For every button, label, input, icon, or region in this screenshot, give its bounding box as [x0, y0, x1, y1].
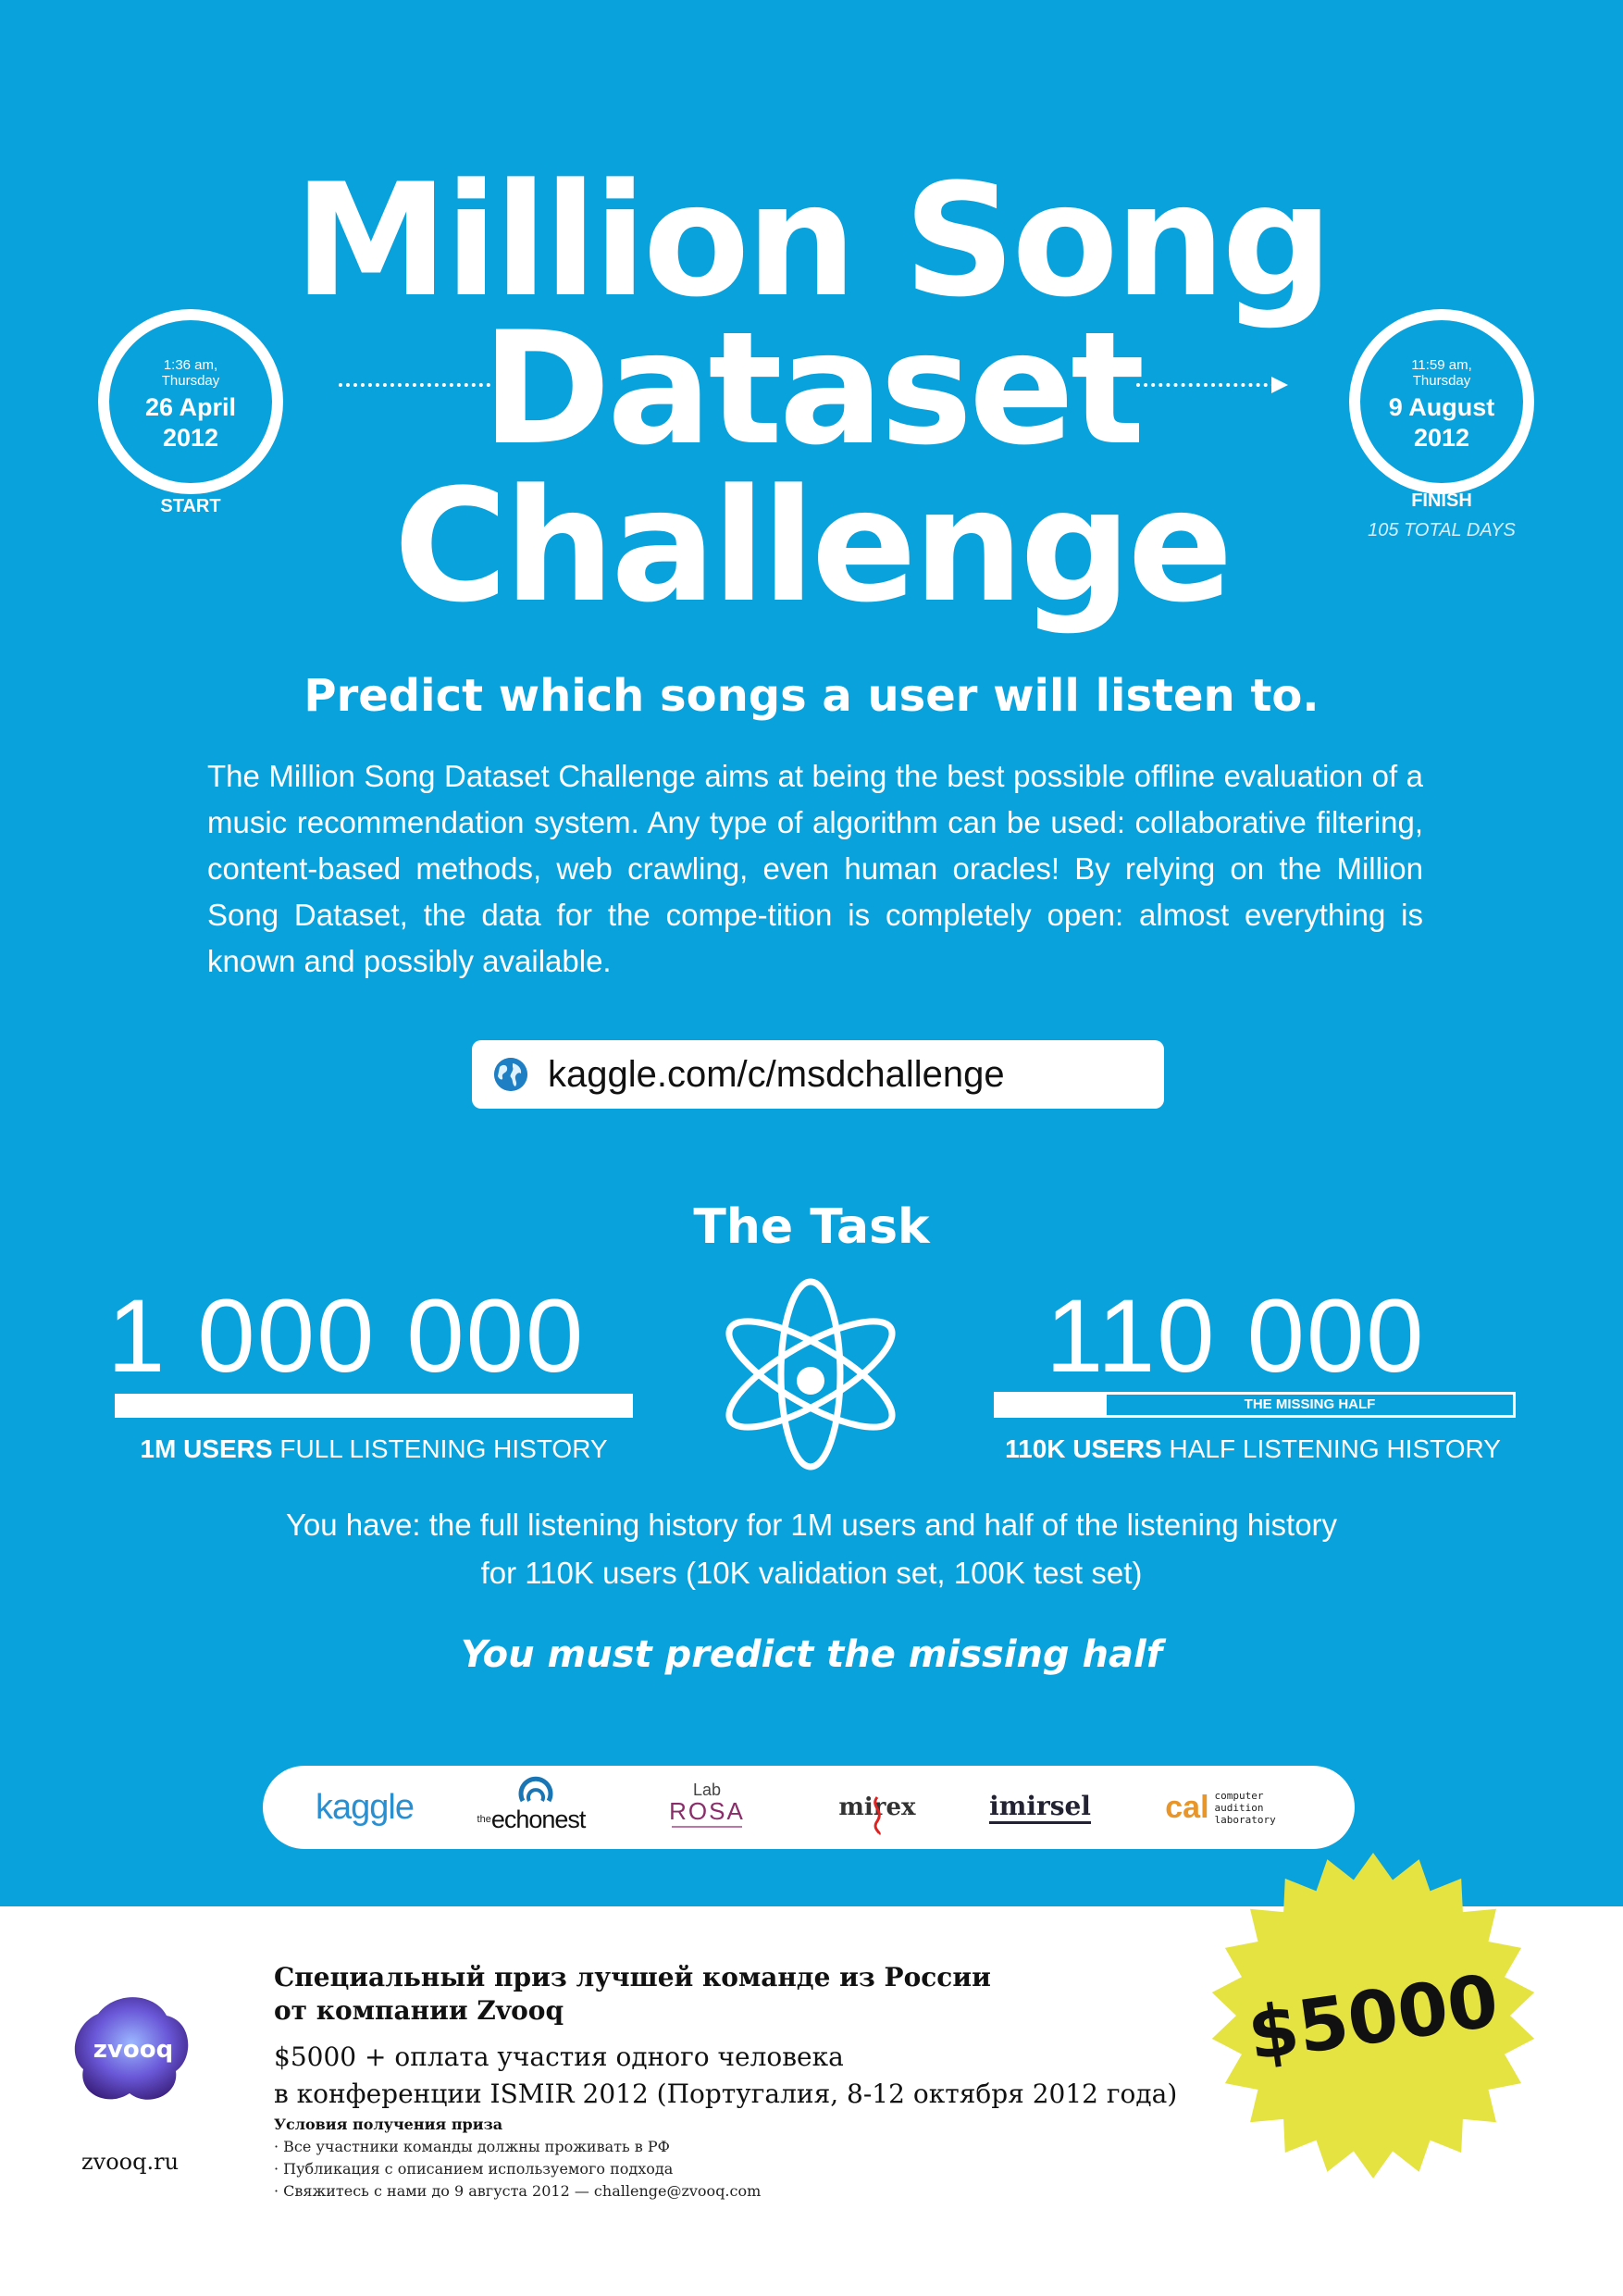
half-history-bar — [994, 1392, 1516, 1418]
russia-prize-title-2: от компании Zvooq — [274, 1995, 564, 2026]
finish-label: FINISH — [1411, 490, 1472, 511]
start-date-circle — [98, 309, 283, 494]
missing-half-label: THE MISSING HALF — [1244, 1396, 1376, 1412]
zvooq-logo[interactable] — [70, 1986, 196, 2112]
condition-item: · Публикация с описанием используемого подхода — [274, 2160, 674, 2178]
full-history-bar — [115, 1394, 633, 1418]
start-time: 1:36 am, — [163, 357, 218, 373]
finish-dotted-line — [1136, 383, 1275, 387]
half-users-bold: 110K USERS — [1005, 1434, 1162, 1463]
condition-item: · Все участники команды должны проживать в РФ — [274, 2138, 670, 2155]
half-history-label — [966, 1434, 1540, 1464]
have-line-1: You have: the full listening history for 1M users and half of the listening history — [285, 1508, 1338, 1542]
title-line-3: Challenge — [393, 455, 1230, 637]
description: The Million Song Dataset Challenge aims at being the best possible offline evaluation of a music recommendation system. Any type of algorithm can be used: collaborative filtering, content-based methods, web crawling, even human oracles! By relying on the Million Song Dataset, the data for the compe-tition is completely open: almost everything is known and possibly available. — [207, 759, 1423, 978]
arrow-right-icon — [1271, 377, 1288, 393]
finish-day: 9 August — [1388, 393, 1495, 421]
url-text[interactable]: kaggle.com/c/msdchallenge — [548, 1054, 1005, 1095]
start-year: 2012 — [162, 424, 219, 452]
full-users-text: FULL LISTENING HISTORY — [272, 1434, 608, 1463]
finish-weekday: Thursday — [1412, 373, 1471, 389]
finish-time: 11:59 am, — [1411, 357, 1472, 373]
must-predict: You must predict the missing half — [460, 1633, 1163, 1676]
have-line-2: for 110K users (10K validation set, 100K test set) — [480, 1556, 1143, 1590]
mirex-logo[interactable]: mirex — [831, 1766, 923, 1849]
half-count: 110 000 — [1046, 1278, 1426, 1394]
sponsor-bar — [263, 1766, 1355, 1849]
finish-year: 2012 — [1413, 424, 1470, 452]
treble-clef-icon — [868, 1793, 886, 1836]
url-box[interactable] — [472, 1040, 1164, 1109]
globe-icon — [494, 1058, 527, 1091]
prize-amount: $5000 — [1243, 1959, 1504, 2078]
start-dotted-line — [339, 383, 490, 387]
start-label: START — [160, 496, 221, 516]
full-history-label — [96, 1434, 651, 1464]
echonest-logo[interactable]: the echonest — [462, 1766, 601, 1849]
labrosa-logo[interactable]: Lab ROSA — [661, 1766, 753, 1849]
cal-logo[interactable]: cal computer audition laboratory — [1165, 1789, 1276, 1826]
echonest-waves-icon — [517, 1773, 554, 1814]
russia-prize-text-1: $5000 + оплата участия одного человека — [274, 2042, 844, 2072]
full-users-bold: 1M USERS — [140, 1434, 273, 1463]
conditions-title: Условия получения приза — [274, 2116, 503, 2133]
imirsel-logo[interactable]: imirsel — [975, 1766, 1105, 1849]
prize-badge — [1207, 1849, 1540, 2182]
zvooq-site[interactable]: zvooq.ru — [81, 2149, 180, 2175]
start-weekday: Thursday — [161, 373, 220, 389]
title-line-1: Million Song — [293, 150, 1330, 331]
zvooq-logo-text: zvooq — [93, 2036, 174, 2064]
full-count: 1 000 000 — [107, 1278, 586, 1394]
russia-prize-text-2: в конференции ISMIR 2012 (Португалия, 8-12 октября 2012 года) — [274, 2079, 1178, 2109]
russia-prize-title-1: Специальный приз лучшей команде из России — [274, 1962, 991, 1992]
half-users-text: HALF LISTENING HISTORY — [1161, 1434, 1501, 1463]
condition-item: · Свяжитесь с нами до 9 августа 2012 — challenge@zvooq.com — [274, 2182, 762, 2200]
half-history-fill — [997, 1395, 1107, 1415]
task-title: The Task — [693, 1199, 930, 1255]
start-day: 26 April — [144, 393, 237, 421]
atom-icon — [711, 1277, 911, 1471]
finish-date-circle — [1349, 309, 1534, 494]
tagline: Predict which songs a user will listen to. — [304, 670, 1319, 722]
title-line-2: Dataset — [481, 298, 1142, 479]
total-days: 105 TOTAL DAYS — [1368, 520, 1516, 540]
kaggle-logo[interactable]: kaggle — [316, 1787, 414, 1827]
